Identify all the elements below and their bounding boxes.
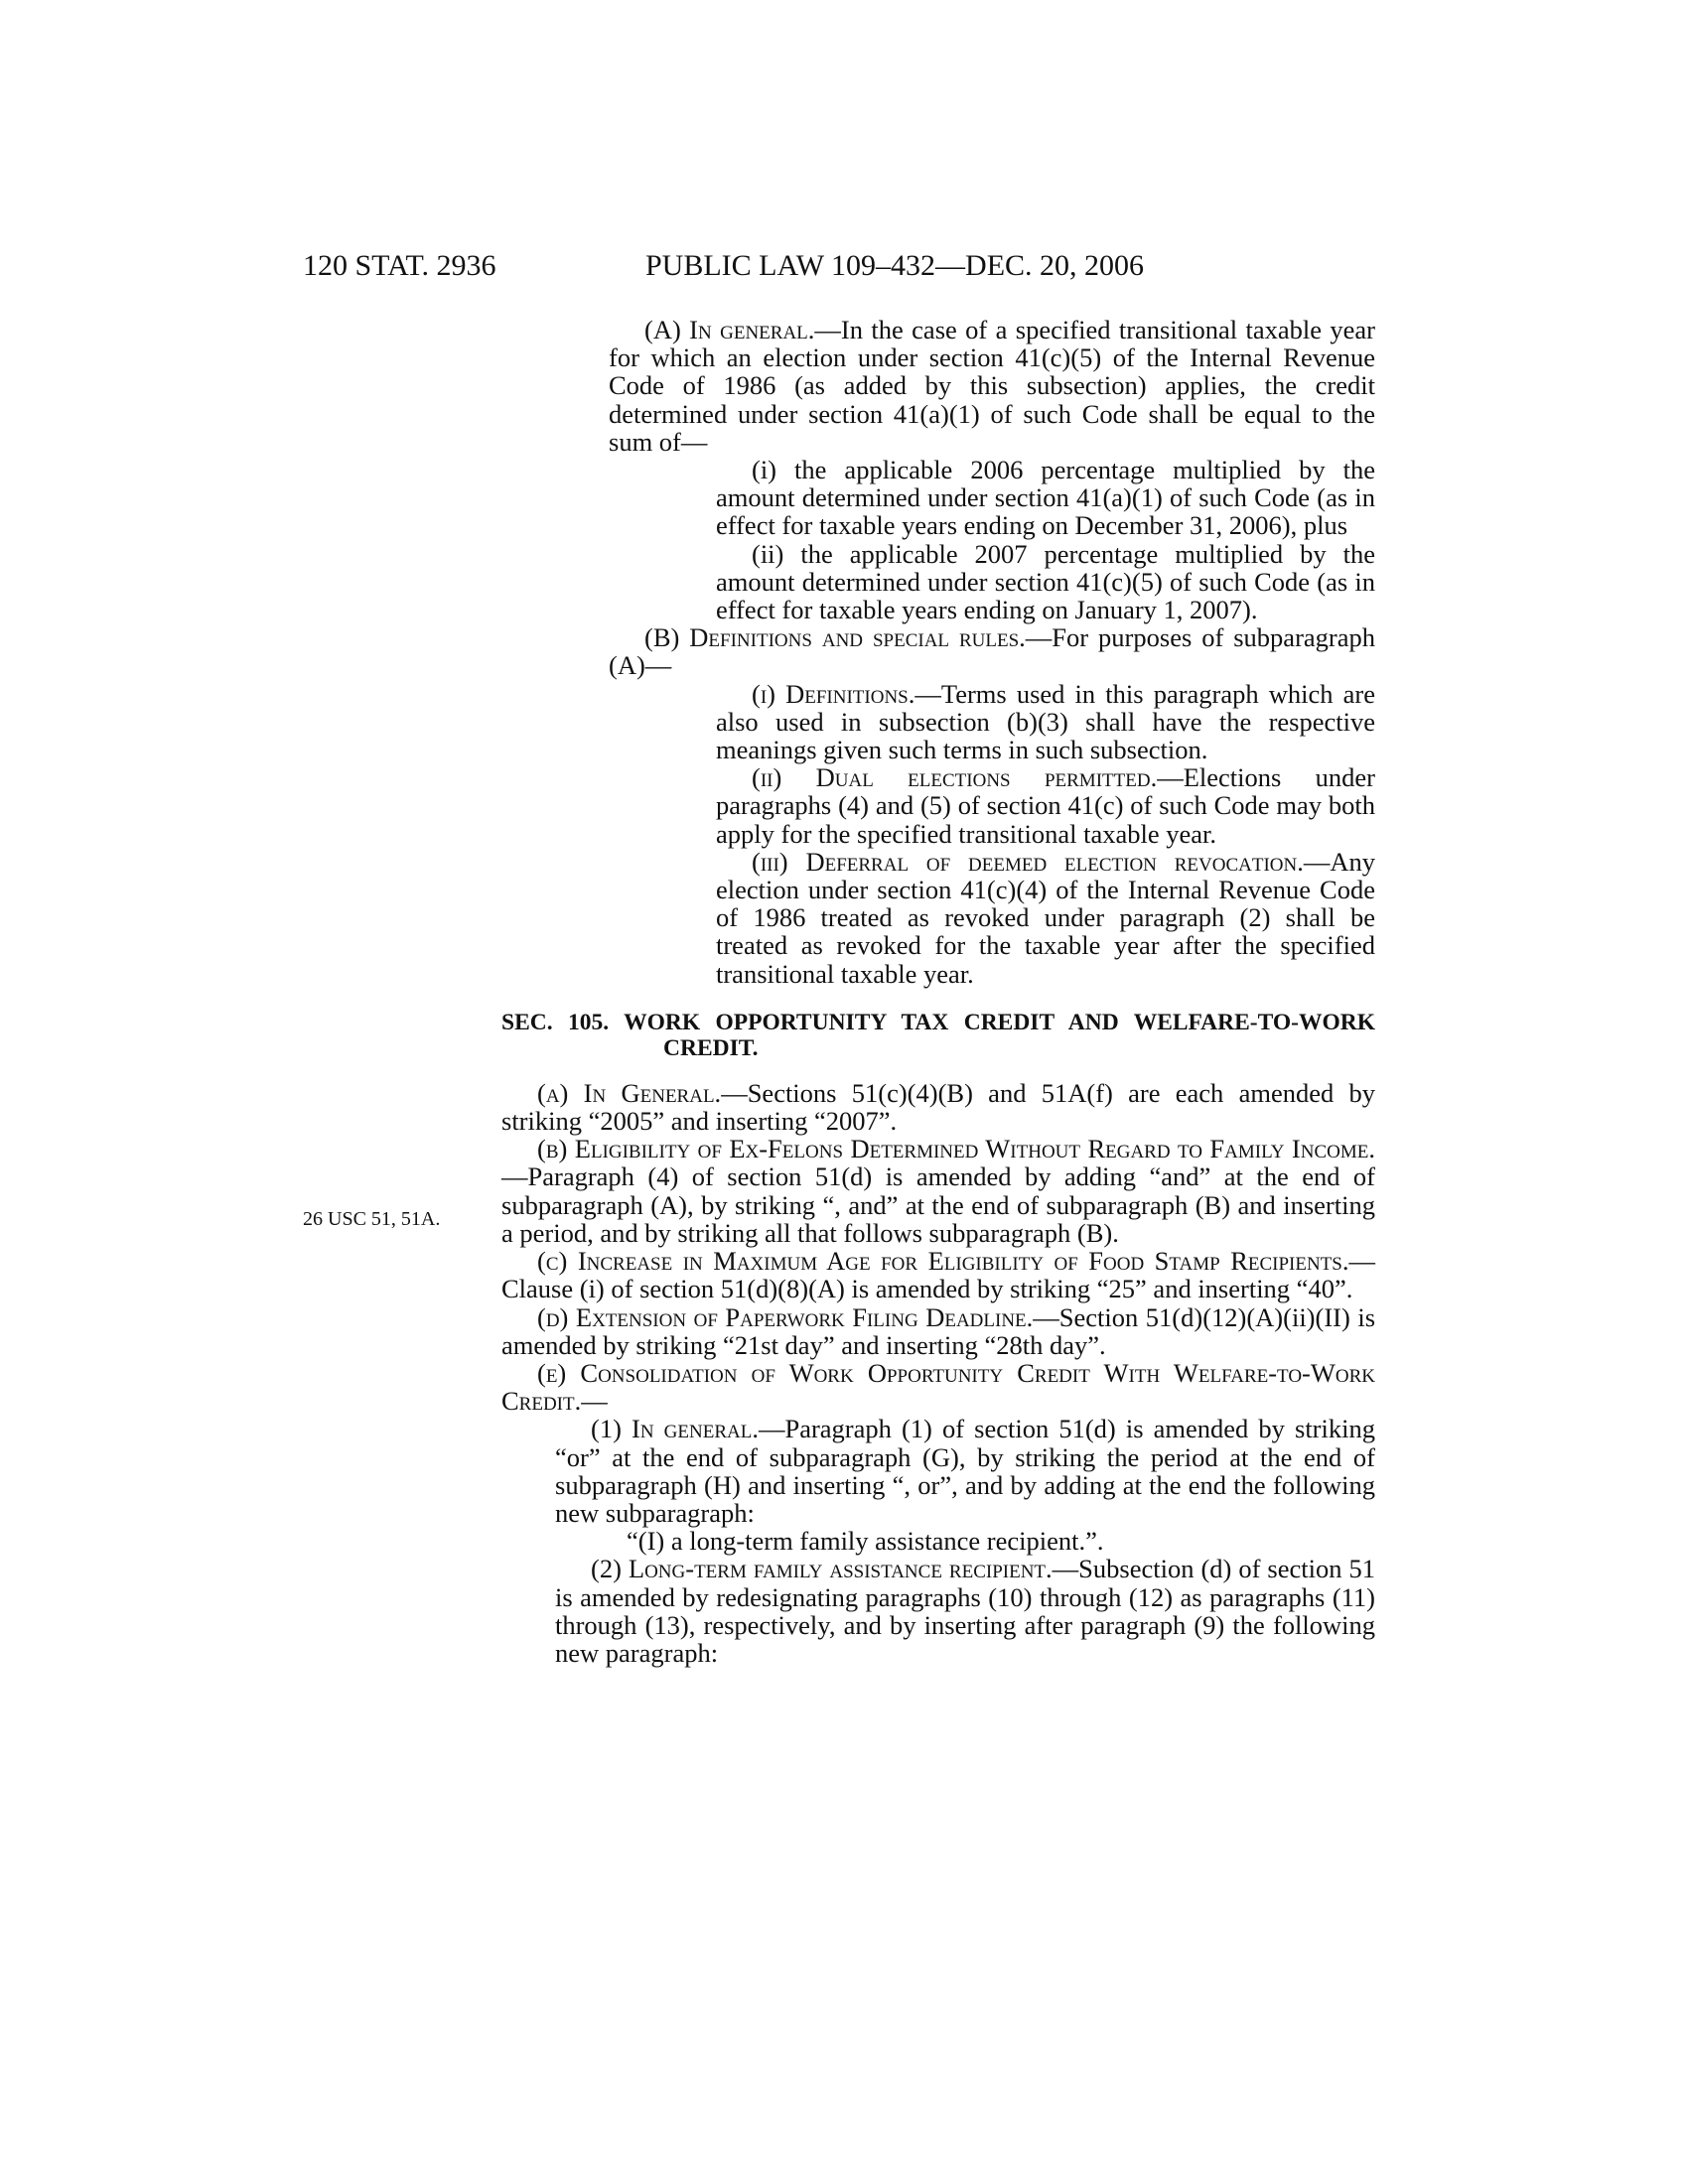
- page-header: [0, 246, 1688, 286]
- paragraph-b: [609, 623, 1375, 679]
- subsection-c: [501, 1247, 1375, 1302]
- subsection-e: [501, 1359, 1375, 1415]
- subsection-b: [501, 1135, 1375, 1247]
- subsection-a-text: —Sections 51(c)(4)(B) and 51A(f) are each amended by striking “2005” and inserting “2007”.: [501, 1077, 1375, 1137]
- clause-b-i: [716, 680, 1375, 764]
- clause-b-i-heading: (i) Definitions.: [752, 678, 915, 709]
- paragraph-e-2-text: —Subsection (d) of section 51 is amended by redesignating paragraphs (10) through (12) as paragraphs (11) through (13), respectively, and by inserting after paragraph (9) the following new paragraph:: [555, 1554, 1375, 1668]
- clause-a-ii: (ii) the applicable 2007 percentage multiplied by the amount determined under section 41(c)(5) of such Code (as in effect for taxable years ending on January 1, 2007).: [716, 538, 1375, 625]
- margin-citation: 26 USC 51, 51A.: [303, 1208, 441, 1230]
- clause-a-i: (i) the applicable 2006 percentage multiplied by the amount determined under section 41(a)(1) of such Code (as in effect for taxable years ending on December 31, 2006), plus: [716, 455, 1375, 541]
- running-head: PUBLIC LAW 109–432—DEC. 20, 2006: [645, 249, 1145, 282]
- clause-b-ii-text: —Elections under paragraphs (4) and (5) of section 41(c) of such Code may both apply for the specified transitional taxable year.: [716, 762, 1375, 849]
- paragraph-e-1-text: —Paragraph (1) of section 51(d) is amended by striking “or” at the end of subparagraph (G), by striking the period at the end of subparagraph (H) and inserting “, or”, and by adding at the end the following new subparagraph:: [555, 1414, 1375, 1528]
- subsection-c-text: —Clause (i) of section 51(d)(8)(A) is amended by striking “25” and inserting “40”.: [501, 1246, 1375, 1304]
- paragraph-b-heading: (B) Definitions and special rules.: [644, 622, 1026, 653]
- subsection-d-heading: (d) Extension of Paperwork Filing Deadline.: [537, 1301, 1034, 1332]
- subsection-d: [501, 1303, 1375, 1359]
- paragraph-e-2-heading: (2) Long-term family assistance recipient.: [591, 1554, 1053, 1584]
- subsection-d-text: —Section 51(d)(12)(A)(ii)(II) is amended by striking “21st day” and inserting “28th day”.: [501, 1301, 1376, 1360]
- subsection-e-heading: (e) Consolidation of Work Opportunity Credit With Welfare-to-Work Credit.: [501, 1357, 1375, 1417]
- subsection-a-heading: (a) In General.: [537, 1077, 722, 1108]
- statute-page-number: 120 STAT. 2936: [303, 249, 496, 282]
- inserted-subparagraph-quote: “(I) a long-term family assistance recipient.”.: [627, 1526, 1104, 1557]
- clause-b-iii-text: —Any election under section 41(c)(4) of the Internal Revenue Code of 1986 treated as revoked under paragraph (2) shall be treated as revoked for the taxable year after the specified transitional taxable year.: [716, 846, 1375, 989]
- paragraph-e-1-heading: (1) In general.: [591, 1414, 759, 1444]
- paragraph-b-text: —For purposes of subparagraph (A)—: [609, 622, 1375, 681]
- clause-b-ii-heading: (ii) Dual elections permitted.: [752, 762, 1158, 793]
- section-heading: SEC. 105. WORK OPPORTUNITY TAX CREDIT AND WELFARE-TO-WORK CREDIT.: [501, 1009, 1375, 1061]
- document-body: [501, 316, 1375, 1667]
- paragraph-a-heading: (A) In general.: [644, 315, 815, 344]
- subsection-b-text: —Paragraph (4) of section 51(d) is amended by adding “and” at the end of subparagraph (A), by striking “, and” at the end of subparagraph (B) and inserting a period, and by striking all that follows subparagraph (B).: [501, 1161, 1375, 1248]
- clause-b-iii: [716, 848, 1375, 988]
- subsection-a: [501, 1079, 1375, 1135]
- clause-b-iii-heading: (iii) Deferral of deemed election revocation.: [752, 846, 1304, 877]
- paragraph-a: [609, 316, 1375, 456]
- paragraph-e-1: [555, 1415, 1375, 1527]
- clause-b-ii: [716, 763, 1375, 848]
- subsection-c-heading: (c) Increase in Maximum Age for Eligibility of Food Stamp Recipients.: [537, 1246, 1349, 1277]
- subsection-b-heading: (b) Eligibility of Ex-Felons Determined Without Regard to Family Income.: [537, 1134, 1375, 1164]
- subsection-e-text: —: [581, 1386, 608, 1417]
- clause-b-i-text: —Terms used in this paragraph which are also used in subsection (b)(3) shall have the respective meanings given such terms in such subsection.: [716, 678, 1375, 765]
- paragraph-e-2: [555, 1555, 1375, 1667]
- paragraph-a-text: —In the case of a specified transitional taxable year for which an election under section 41(c)(5) of the Internal Revenue Code of 1986 (as added by this subsection) applies, the credit determined under section 41(a)(1) of such Code shall be equal to the sum of—: [609, 315, 1375, 457]
